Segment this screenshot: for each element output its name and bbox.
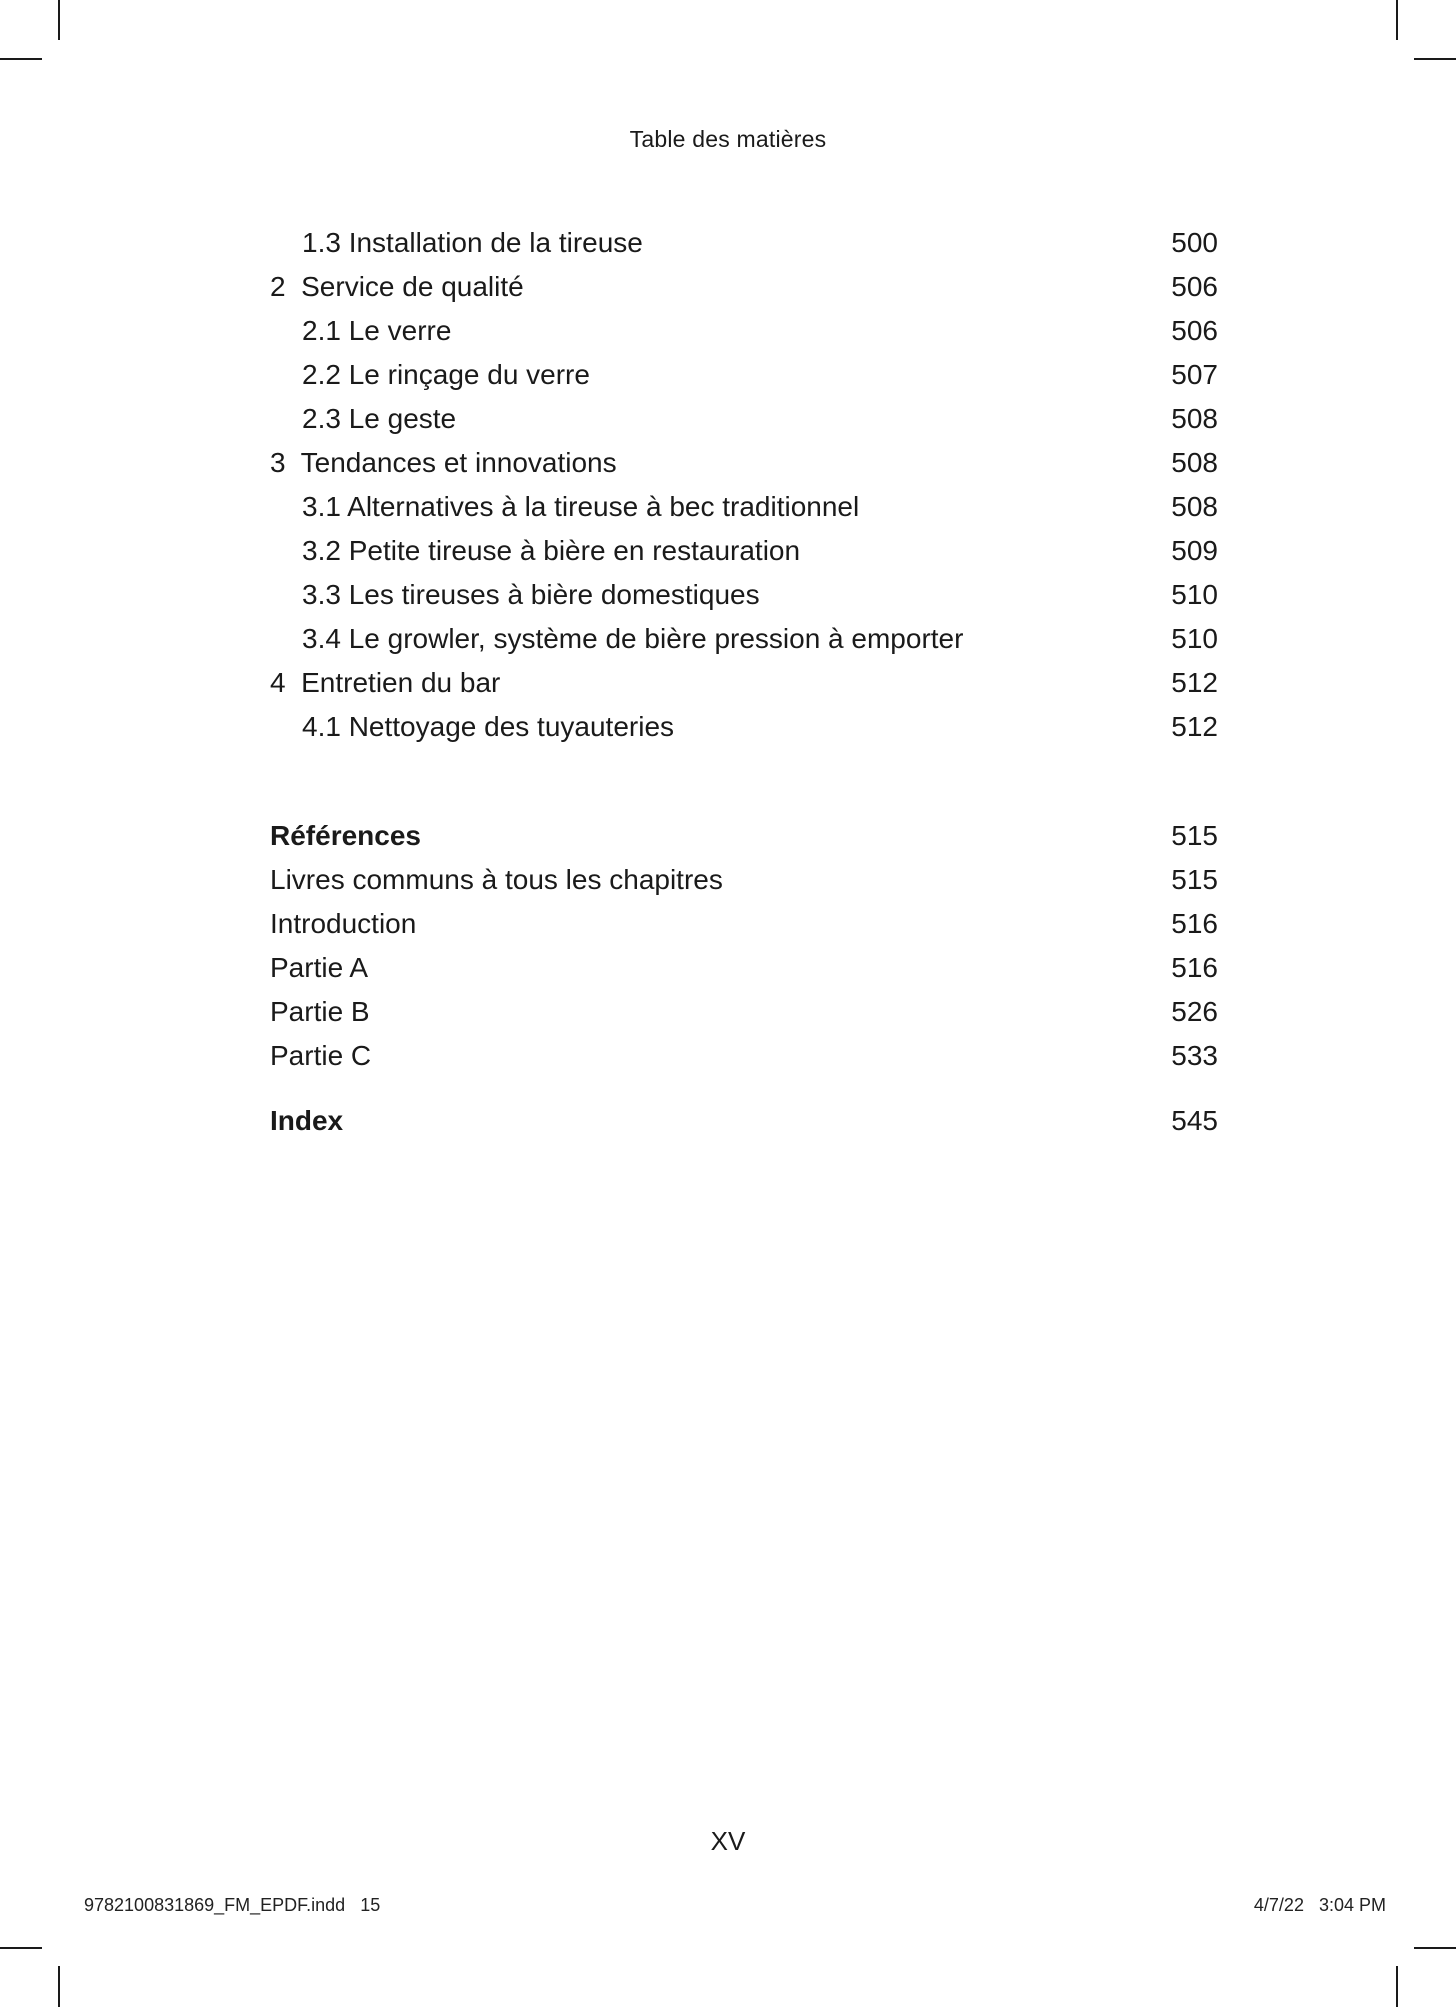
toc-entry[interactable]	[270, 1034, 1218, 1078]
toc-entry[interactable]	[270, 573, 1218, 617]
toc-entry-title: 3.3 Les tireuses à bière domestiques	[302, 579, 760, 610]
toc-entry-page: 516	[1171, 952, 1218, 983]
toc-entry[interactable]	[270, 397, 1218, 441]
page-number: XV	[710, 1826, 746, 1856]
toc-entry-title: 3.4 Le growler, système de bière pression à emporter	[302, 623, 964, 654]
toc-entry-page: 506	[1171, 271, 1218, 302]
toc-entry-page: 508	[1171, 447, 1218, 478]
toc-entry[interactable]	[270, 946, 1218, 990]
toc-entry-page: 533	[1171, 1040, 1218, 1071]
toc-entry-title: 2.1 Le verre	[302, 315, 452, 346]
toc-entry[interactable]	[270, 661, 1218, 705]
toc-entry-page: 506	[1171, 315, 1218, 346]
toc-entry-title: 4.1 Nettoyage des tuyauteries	[302, 711, 675, 742]
toc-entry-page: 508	[1171, 403, 1218, 434]
toc-entry-title: 2.3 Le geste	[302, 403, 457, 434]
toc-entry-page: 512	[1171, 711, 1218, 742]
toc-entry-title: 2.2 Le rinçage du verre	[302, 359, 590, 390]
toc-entry-title: 2 Service de qualité	[270, 271, 524, 302]
toc-entry-page: 507	[1171, 359, 1218, 390]
crop-mark-bottom-right-vertical	[1396, 1966, 1398, 2007]
toc-entry[interactable]	[270, 529, 1218, 573]
crop-mark-top-right-vertical	[1396, 0, 1398, 40]
toc-entry[interactable]	[270, 705, 1218, 749]
toc-entry-page: 512	[1171, 667, 1218, 698]
toc-entry-title: 3.2 Petite tireuse à bière en restauration	[302, 535, 801, 566]
toc-entry[interactable]	[270, 441, 1218, 485]
toc-entry-title: 1.3 Installation de la tireuse	[302, 227, 643, 258]
toc-entry-page: 515	[1171, 820, 1218, 851]
crop-mark-top-right-horizontal	[1414, 58, 1456, 60]
toc-entry[interactable]	[270, 485, 1218, 529]
toc-entry-page: 516	[1171, 908, 1218, 939]
toc-entry-references[interactable]	[270, 814, 1218, 858]
toc-entry-index[interactable]	[270, 1099, 1218, 1143]
slug-date-time: 4/7/22 3:04 PM	[1253, 1895, 1386, 1915]
crop-mark-bottom-right-horizontal	[1414, 1947, 1456, 1949]
toc-entry[interactable]	[270, 265, 1218, 309]
toc-entry[interactable]	[270, 858, 1218, 902]
toc-entry[interactable]	[270, 902, 1218, 946]
toc-entry[interactable]	[270, 309, 1218, 353]
crop-mark-top-left-horizontal	[0, 58, 42, 60]
toc-entry-page: 526	[1171, 996, 1218, 1027]
slug-file-info: 9782100831869_FM_EPDF.indd 15	[84, 1895, 381, 1915]
toc-entry-page: 510	[1171, 579, 1218, 610]
toc-entry-page: 509	[1171, 535, 1218, 566]
toc-entry-page: 510	[1171, 623, 1218, 654]
toc-entry-title: 4 Entretien du bar	[270, 667, 501, 698]
toc-entry-page: 515	[1171, 864, 1218, 895]
toc-entry-page: 500	[1171, 227, 1218, 258]
crop-mark-bottom-left-vertical	[58, 1966, 60, 2007]
toc-entry-title: Partie A	[270, 952, 369, 983]
toc-entry[interactable]	[270, 990, 1218, 1034]
toc-entry-page: 545	[1171, 1105, 1218, 1136]
toc-entry-title: Livres communs à tous les chapitres	[270, 864, 723, 895]
toc-entry-title: Partie C	[270, 1040, 372, 1071]
toc-entry-page: 508	[1171, 491, 1218, 522]
toc-entry-title: 3 Tendances et innovations	[270, 447, 617, 478]
crop-mark-top-left-vertical	[58, 0, 60, 40]
toc-entry-title: Introduction	[270, 908, 417, 939]
toc-entry-title: Index	[270, 1105, 344, 1136]
running-head: Table des matières	[629, 126, 827, 152]
toc-entry-title: Références	[270, 820, 421, 851]
toc-entry[interactable]	[270, 617, 1218, 661]
crop-mark-bottom-left-horizontal	[0, 1947, 42, 1949]
toc-entry-title: 3.1 Alternatives à la tireuse à bec traditionnel	[302, 491, 860, 522]
toc-entry[interactable]	[270, 221, 1218, 265]
toc-entry[interactable]	[270, 353, 1218, 397]
toc-entry-title: Partie B	[270, 996, 370, 1027]
